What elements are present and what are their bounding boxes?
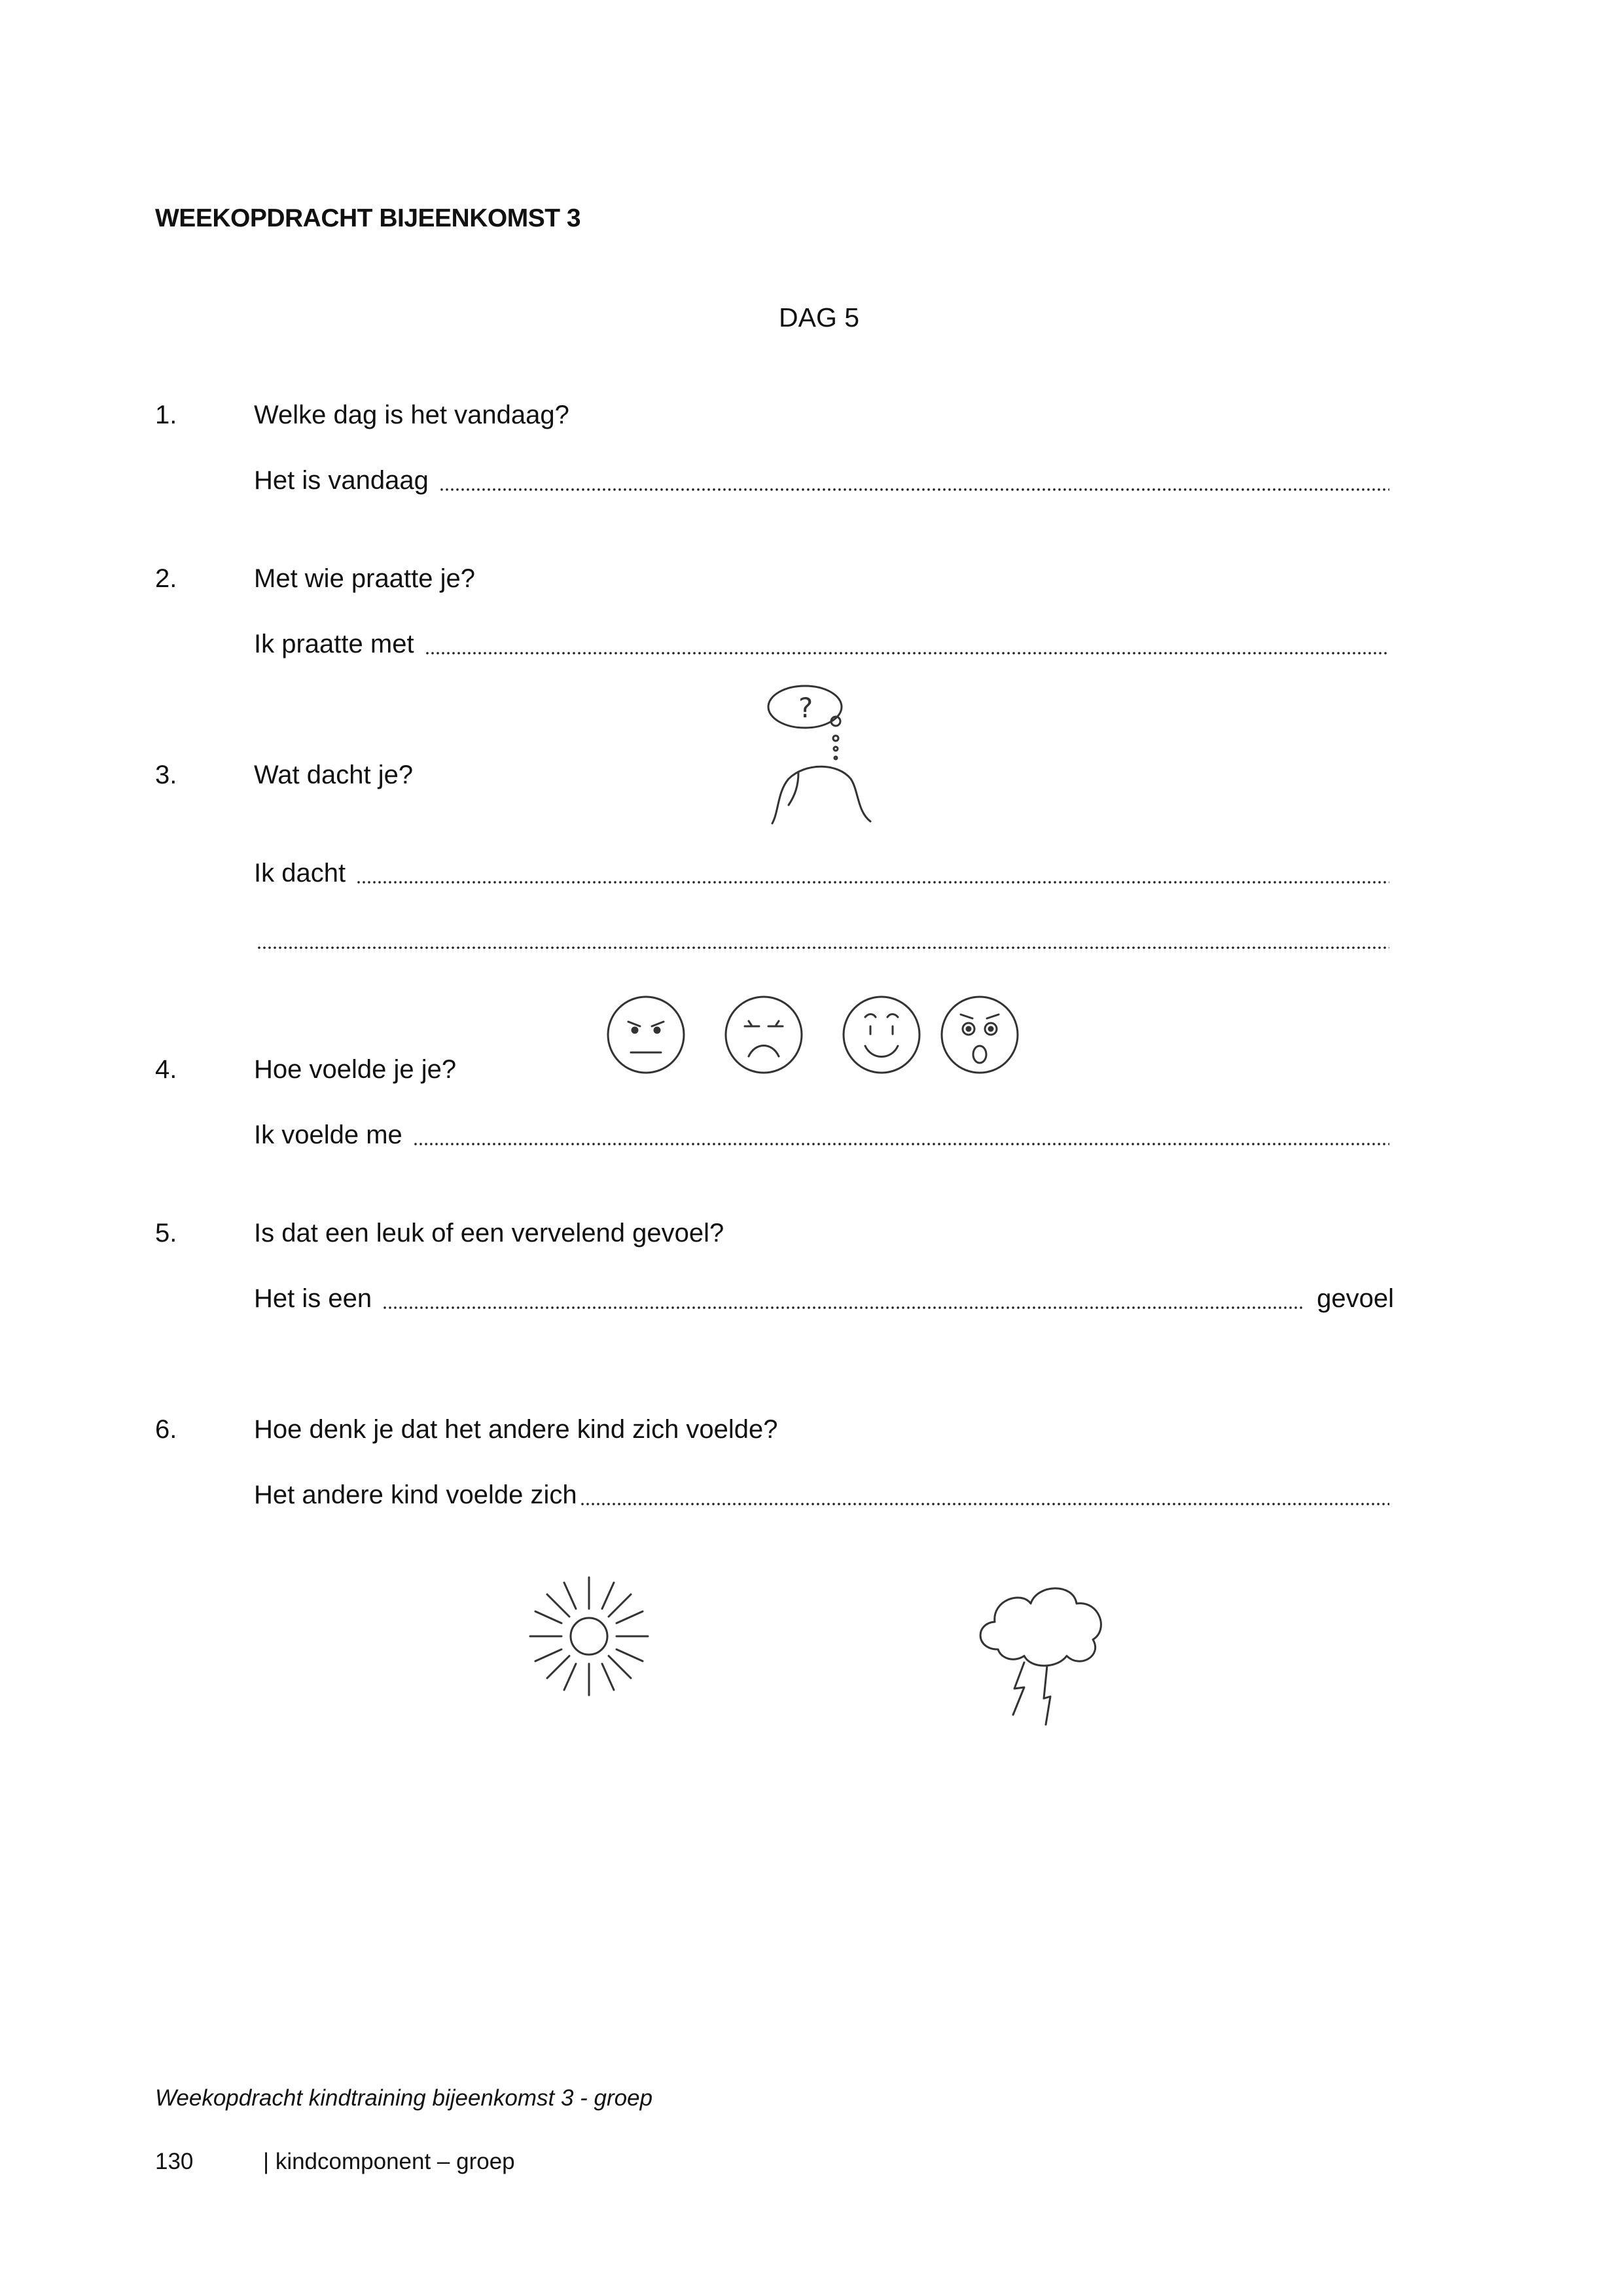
question-2-text: Met wie praatte je? bbox=[254, 564, 475, 593]
answer-2-dotted-field[interactable] bbox=[425, 651, 1389, 656]
question-5-number: 5. bbox=[155, 1219, 177, 1247]
surprised-face-icon bbox=[937, 992, 1022, 1077]
footer-caption: Weekopdracht kindtraining bijeenkomst 3 - groep bbox=[155, 2085, 653, 2111]
question-4-text: Hoe voelde je je? bbox=[254, 1055, 457, 1084]
answer-3-line[interactable] bbox=[254, 859, 1389, 891]
answer-4-line[interactable] bbox=[254, 1121, 1389, 1153]
question-3-text: Wat dacht je? bbox=[254, 761, 414, 789]
day-label: DAG 5 bbox=[779, 302, 860, 332]
answer-6-prefix: Het andere kind voelde zich bbox=[254, 1480, 577, 1509]
answer-1-line[interactable] bbox=[254, 466, 1389, 499]
answer-6-line[interactable] bbox=[254, 1480, 1389, 1513]
page-title: WEEKOPDRACHT BIJEENKOMST 3 bbox=[155, 204, 581, 232]
question-1-number: 1. bbox=[155, 401, 177, 429]
sun-icon bbox=[524, 1571, 654, 1702]
question-4-number: 4. bbox=[155, 1055, 177, 1084]
answer-4-prefix: Ik voelde me bbox=[254, 1121, 402, 1149]
page-number: 130 bbox=[155, 2149, 194, 2174]
answer-5-line[interactable] bbox=[254, 1284, 1394, 1317]
answer-2-line[interactable] bbox=[254, 630, 1389, 662]
footer-section: | kindcomponent – groep bbox=[263, 2149, 515, 2174]
sad-face-icon bbox=[721, 992, 806, 1077]
answer-6-dotted-field[interactable] bbox=[580, 1501, 1389, 1507]
answer-3-dotted-field[interactable] bbox=[356, 880, 1389, 885]
happy-face-icon bbox=[839, 992, 924, 1077]
thought-question-glyph: ? bbox=[798, 692, 813, 724]
storm-cloud-icon bbox=[969, 1571, 1113, 1721]
question-2-number: 2. bbox=[155, 564, 177, 593]
answer-1-dotted-field[interactable] bbox=[439, 487, 1389, 492]
answer-3-extra-dotted-field[interactable] bbox=[257, 945, 1389, 950]
answer-2-prefix: Ik praatte met bbox=[254, 630, 414, 658]
answer-4-dotted-field[interactable] bbox=[413, 1141, 1389, 1147]
answer-5-dotted-field[interactable] bbox=[382, 1305, 1305, 1310]
question-5-text: Is dat een leuk of een vervelend gevoel? bbox=[254, 1219, 724, 1247]
answer-3-extra-line[interactable] bbox=[254, 924, 1389, 957]
answer-3-prefix: Ik dacht bbox=[254, 859, 346, 888]
question-1-text: Welke dag is het vandaag? bbox=[254, 401, 569, 429]
thinking-person-icon bbox=[759, 681, 877, 831]
question-6-text: Hoe denk je dat het andere kind zich voelde? bbox=[254, 1415, 778, 1444]
question-3-number: 3. bbox=[155, 761, 177, 789]
question-6-number: 6. bbox=[155, 1415, 177, 1444]
angry-face-icon bbox=[603, 992, 688, 1077]
answer-5-prefix: Het is een bbox=[254, 1284, 372, 1313]
answer-5-suffix: gevoel bbox=[1317, 1284, 1394, 1313]
answer-1-prefix: Het is vandaag bbox=[254, 466, 429, 495]
